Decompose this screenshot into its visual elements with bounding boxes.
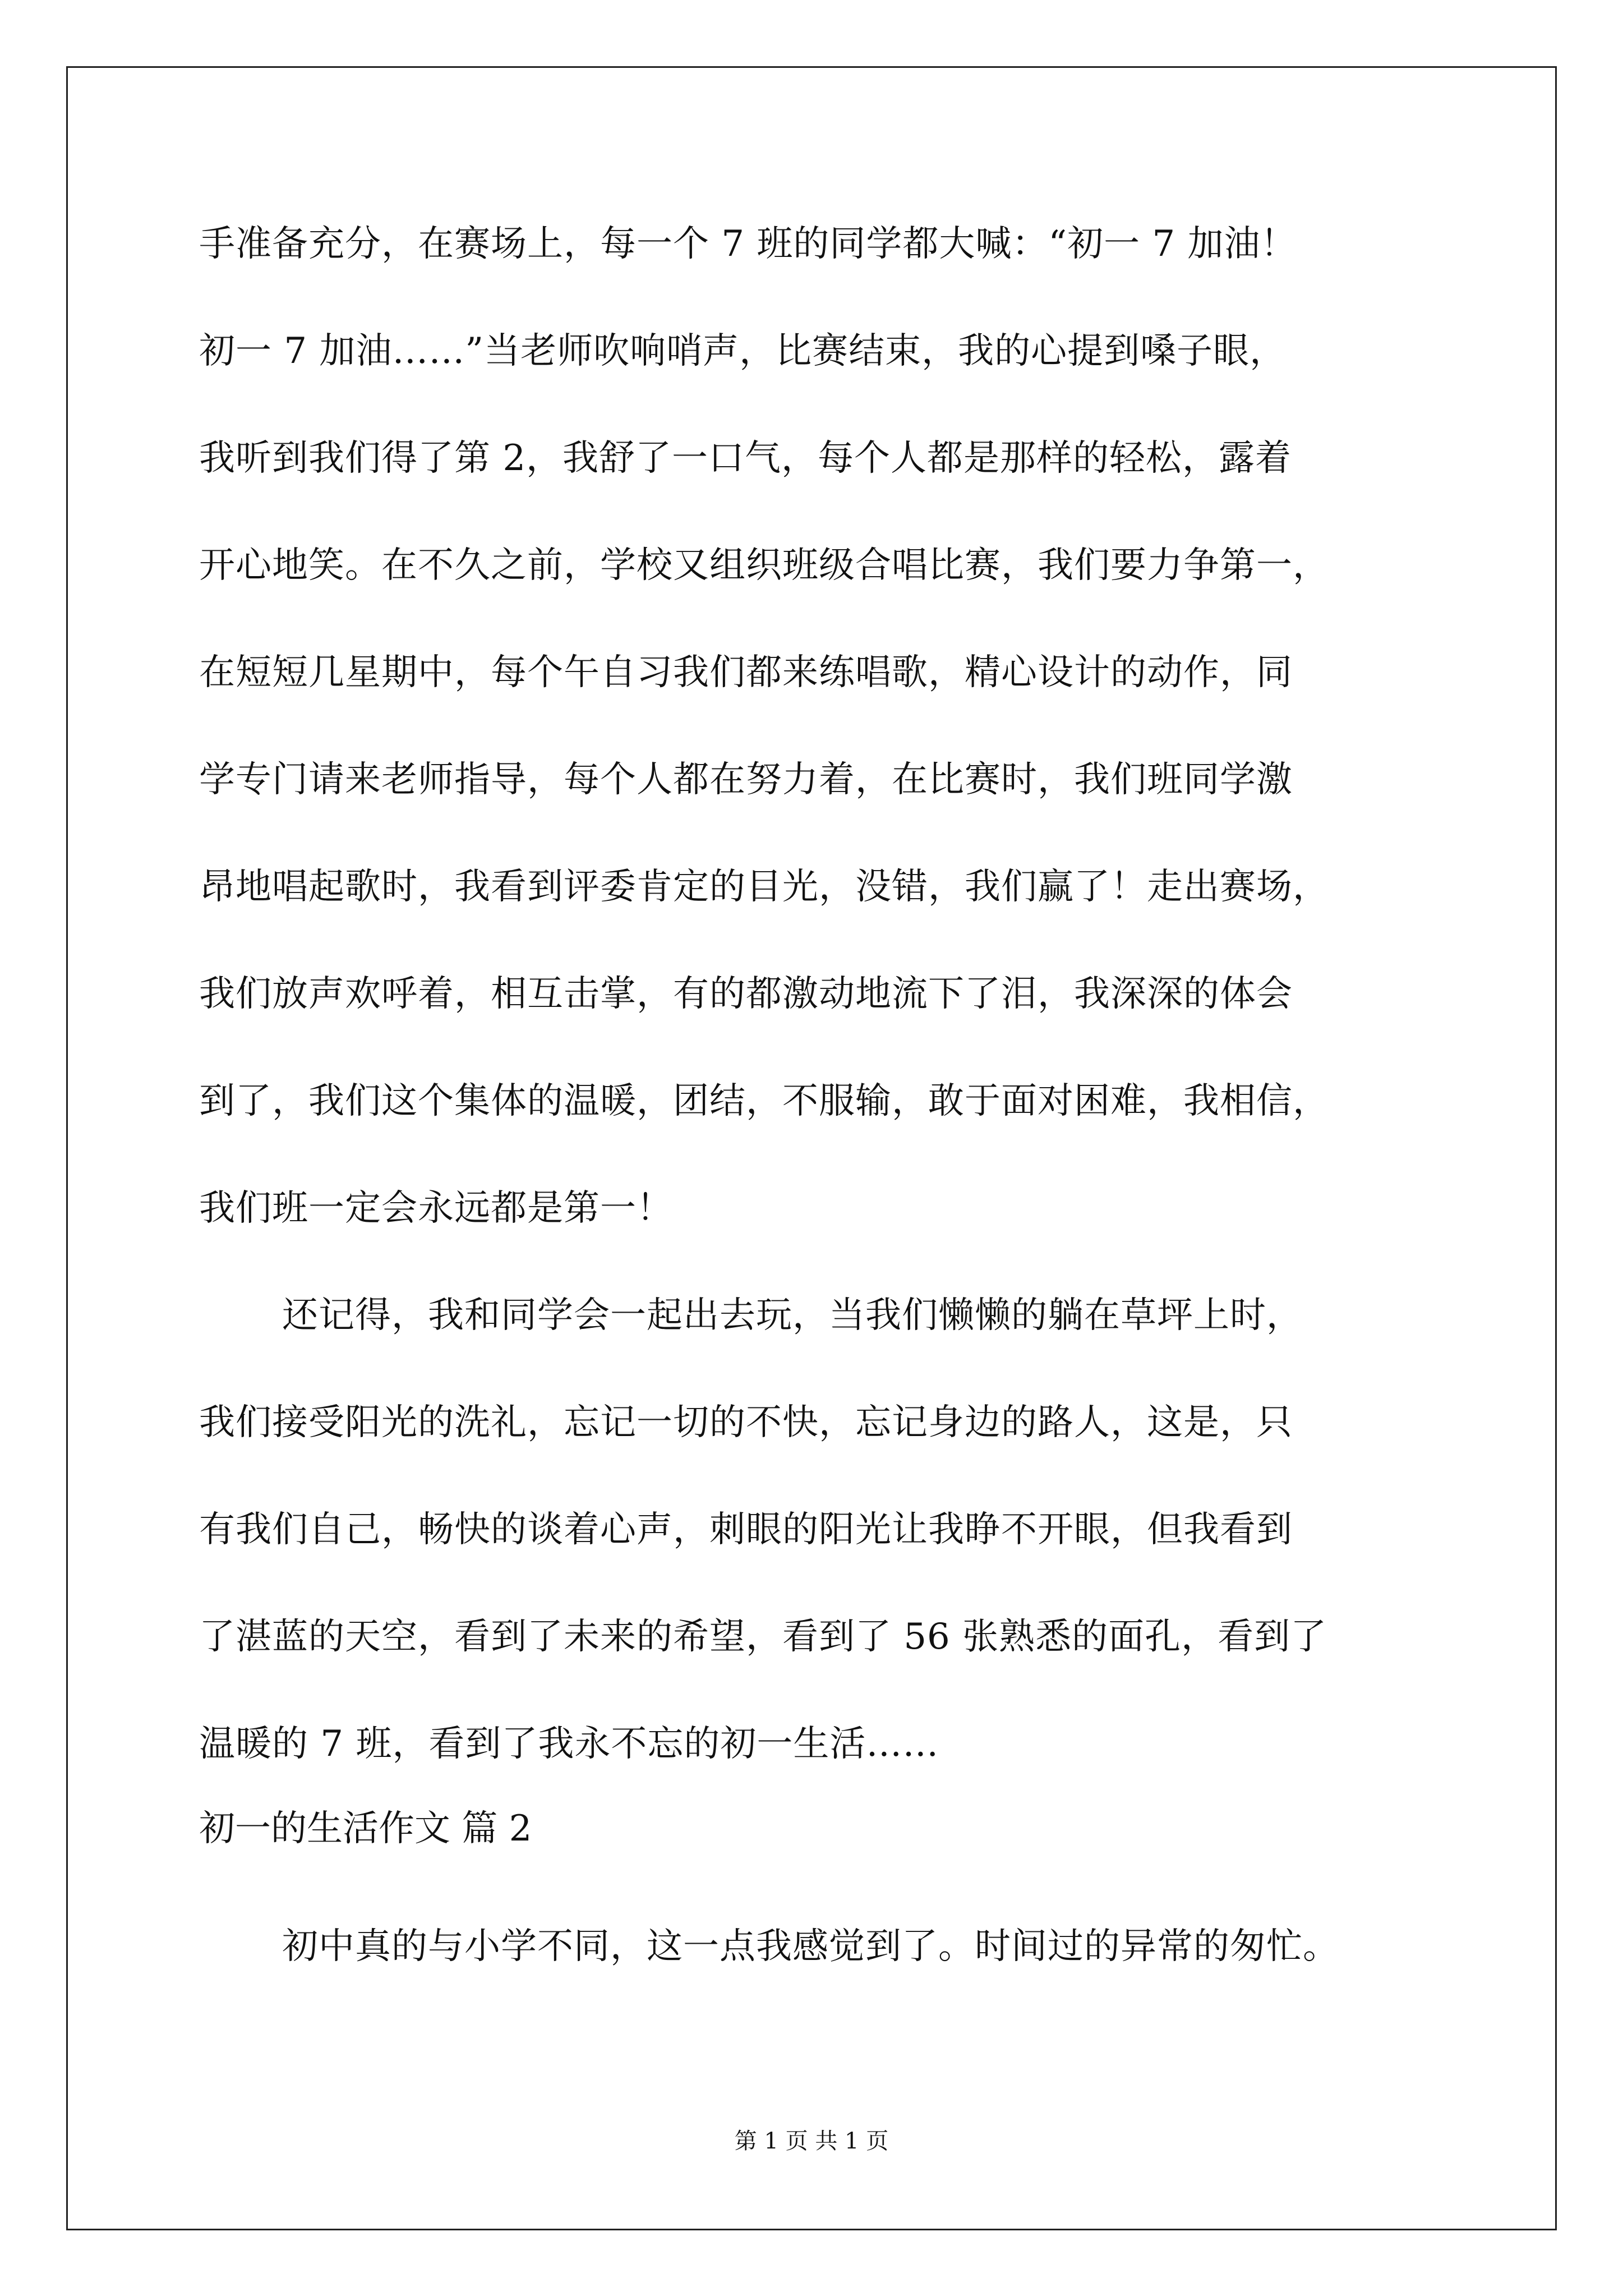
text-line: 我们班一定会永远都是第一！ bbox=[199, 1188, 673, 1229]
paragraph-2 bbox=[199, 1262, 1455, 1798]
text-line: 我们接受阳光的洗礼，忘记一切的不快，忘记身边的路人，这是，只 bbox=[199, 1402, 1293, 1443]
text-line: 在短短几星期中，每个午自习我们都来练唱歌，精心设计的动作，同 bbox=[199, 652, 1293, 693]
text-line: 手准备充分，在赛场上，每一个 7 班的同学都大喊：“初一 7 加油！ bbox=[199, 223, 1297, 265]
text-line: 温暖的 7 班，看到了我永不忘的初一生活…… bbox=[199, 1723, 939, 1765]
text-line: 初中真的与小学不同，这一点我感觉到了。时间过的异常的匆忙。 bbox=[282, 1926, 1339, 1967]
text-line: 到了，我们这个集体的温暖，团结，不服输，敢于面对困难，我相信， bbox=[199, 1080, 1329, 1122]
section-heading: 初一的生活作文 篇 2 bbox=[199, 1808, 532, 1849]
text-line: 初一 7 加油……”当老师吹响哨声，比赛结束，我的心提到嗓子眼， bbox=[199, 330, 1287, 372]
text-line: 昂地唱起歌时，我看到评委肯定的目光，没错，我们赢了！走出赛场， bbox=[199, 866, 1329, 908]
text-line: 开心地笑。在不久之前，学校又组织班级合唱比赛，我们要力争第一， bbox=[199, 545, 1329, 586]
text-line: 了湛蓝的天空，看到了未来的希望，看到了 56 张熟悉的面孔，看到了 bbox=[199, 1616, 1327, 1658]
page-footer: 第 1 页 共 1 页 bbox=[734, 2128, 889, 2154]
paragraph-1 bbox=[199, 191, 1455, 1798]
text-line: 我听到我们得了第 2，我舒了一口气，每个人都是那样的轻松，露着 bbox=[199, 438, 1292, 479]
paragraph-3 bbox=[199, 1893, 1455, 2000]
text-line: 还记得，我和同学会一起出去玩，当我们懒懒的躺在草坪上时， bbox=[282, 1295, 1303, 1336]
text-line: 学专门请来老师指导，每个人都在努力着，在比赛时，我们班同学激 bbox=[199, 759, 1293, 800]
text-line: 我们放声欢呼着，相互击掌，有的都激动地流下了泪，我深深的体会 bbox=[199, 973, 1293, 1015]
text-line: 有我们自己，畅快的谈着心声，刺眼的阳光让我睁不开眼，但我看到 bbox=[199, 1509, 1293, 1550]
